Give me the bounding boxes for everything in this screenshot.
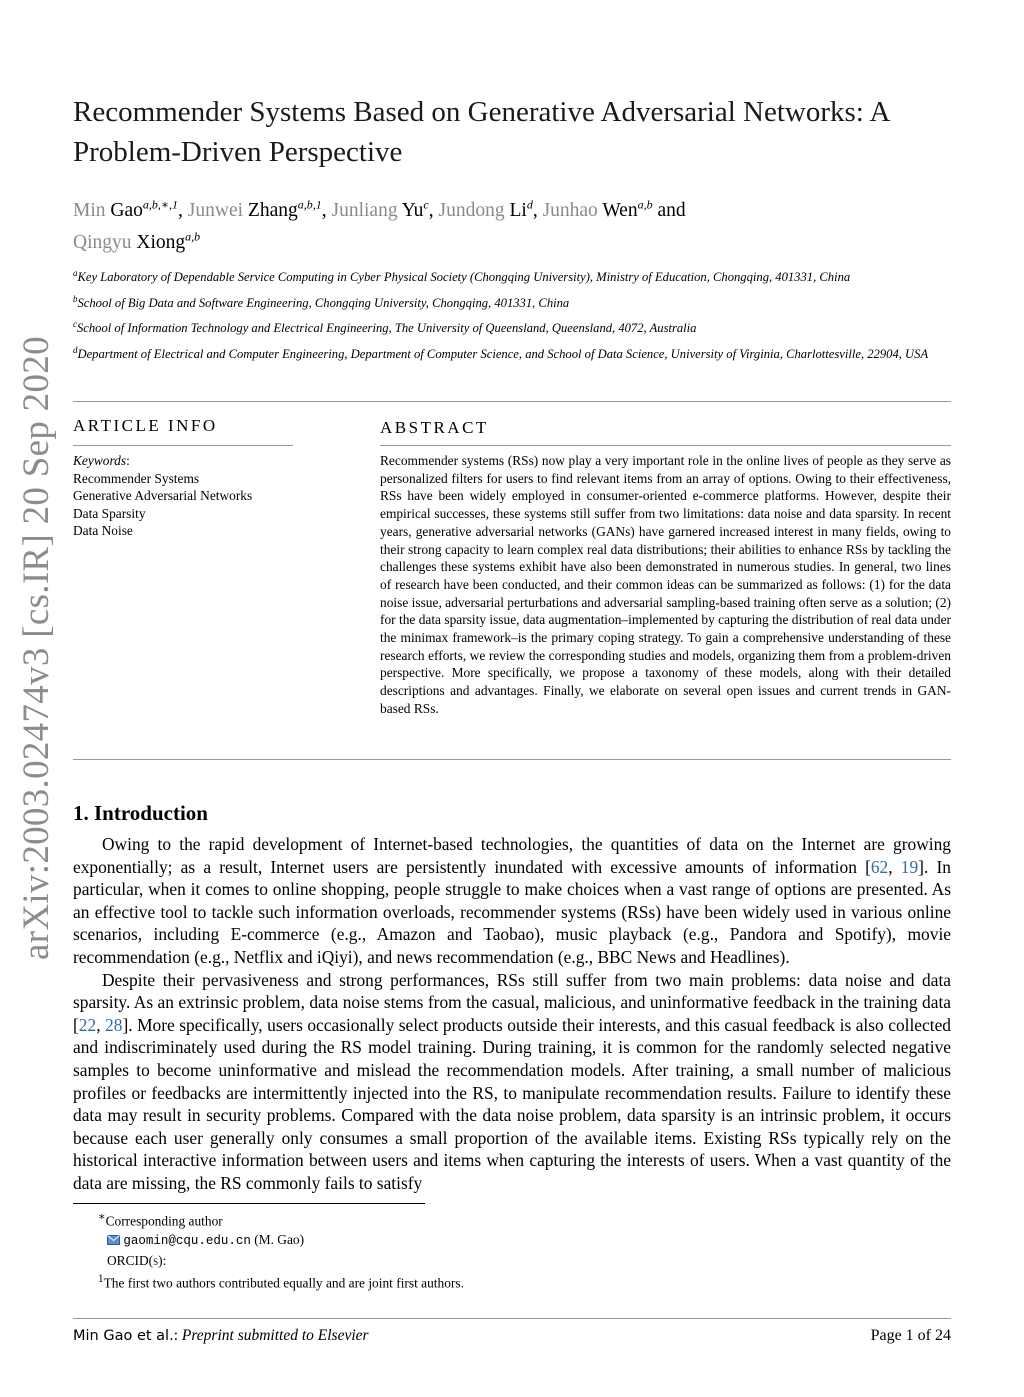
divider — [380, 445, 951, 446]
intro-body — [73, 833, 951, 1195]
divider — [73, 445, 293, 446]
affiliation: $^b$School of Big Data and Software Engineering, Chongqing University, Chongqing, 401331, China — [73, 293, 570, 310]
paper-title: Recommender Systems Based on Generative Adversarial Networks: A Problem-Driven Perspective — [73, 96, 889, 168]
author: Min Gao$^{a,b,∗,1}$, — [73, 197, 188, 221]
author: Jundong Li$^d$, — [438, 197, 543, 221]
email-icon — [107, 1234, 120, 1245]
abstract-heading: ABSTRACT — [380, 418, 489, 437]
paragraph: Despite their pervasiveness and strong performances, RSs still suffer from two main problems: data noise and data sparsity. As an extrinsic problem, data noise stems from the casual, malicious, and uninformative feedback in the training data [22, 28]. More specifically, users occasionally select products outside their interests, and this casual feedback is also collected and indiscriminately used during the RS model training. During training, it is common for the randomly selected negative samples to become uninformative and mislead the recommendation models. After training, a small number of malicious profiles or feedbacks are intermittently injected into the RS, to manipulate recommendation results. Failure to identify these data may result in security problems. Compared with the data noise problem, data sparsity is an intrinsic problem, it occurs because each user generally only consumes a small proportion of the available items. Existing RSs typically rely on the historical interactive information between users and items when capturing the interests of users. When a vast quantity of the data are missing, the RS commonly fails to satisfy — [73, 969, 951, 1193]
email-link[interactable]: gaomin@cqu.edu.cn — [123, 1234, 251, 1249]
section-heading: 1. Introduction — [73, 801, 208, 825]
affiliation: $^c$School of Information Technology and Electrical Engineering, The University of Queensland, Queensland, 4072, Australia — [73, 319, 697, 336]
footnote: gaomin@cqu.edu.cn (M. Gao) — [98, 1230, 898, 1251]
footnote: ORCID(s): — [107, 1253, 167, 1269]
footnote: ∗Corresponding author — [98, 1211, 223, 1229]
author: Junliang Yu$^c$, — [331, 197, 439, 221]
footnote-rule — [73, 1203, 425, 1204]
keyword: Generative Adversarial Networks — [73, 488, 253, 504]
citation-link[interactable]: 19 — [900, 856, 919, 877]
keyword: Data Sparsity — [73, 505, 146, 521]
keywords-label: Keywords — [73, 453, 127, 468]
divider — [73, 401, 951, 402]
article-info-heading: ARTICLE INFO — [73, 416, 218, 435]
author-list — [73, 191, 953, 256]
author: Junwei Zhang$^{a,b,1}$, — [187, 197, 332, 221]
divider — [73, 1318, 951, 1319]
affiliation: $^d$Department of Electrical and Computer Engineering, Department of Computer Science, and School of Data Science, University of Virginia, Charlottesville, 22904, USA — [73, 345, 929, 362]
divider — [73, 759, 951, 760]
affiliations — [73, 265, 951, 368]
abstract-text: Recommender systems (RSs) now play a very important role in the online lives of people as they serve as personalized filters for users to find relevant items from an array of options. Owing to their effectiveness, RSs have been widely employed in consumer-oriented e-commerce platforms. However, despite their empirical successes, these systems still suffer from two limitations: data noise and data sparsity. In recent years, generative adversarial networks (GANs) have garnered increased interest in many fields, owing to their strong capacity to learn complex real data distributions; their abilities to enhance RSs by tackling the challenges these systems exhibit have also been demonstrated in numerous studies. In general, two lines of research have been conducted, and their common ideas can be summarized as follows: (1) for the data noise issue, adversarial perturbations and adversarial sampling-based training often serve as a solution; (2) for the data sparsity issue, data augmentation–implemented by capturing the distribution of real data under the minimax framework–is the primary coping strategy. To gain a comprehensive understanding of these research efforts, we review the corresponding studies and models, organizing them from a problem-driven perspective. More specifically, we propose a taxonomy of these models, along with their detailed descriptions and advantages. Finally, we elaborate on several open issues and current trends in GAN-based RSs. — [380, 453, 951, 716]
citation-link[interactable]: 62 — [870, 856, 889, 877]
page-number: Page 1 of 24 — [870, 1327, 951, 1344]
keyword: Recommender Systems — [73, 470, 200, 486]
footnotes — [98, 1208, 898, 1293]
author: Junhao Wen$^{a,b}$ and — [542, 197, 686, 221]
keywords: Keywords: Recommender Systems Generative Adversarial Networks Data Sparsity Data Noise — [73, 452, 303, 540]
author: Qingyu Xiong$^{a,b}$ — [73, 229, 201, 253]
affiliation: $^a$Key Laboratory of Dependable Service Computing in Cyber Physical Society (Chongqing University), Ministry of Education, Chongqing, 401331, China — [73, 268, 851, 285]
keyword: Data Noise — [73, 523, 133, 539]
paragraph: Owing to the rapid development of Internet-based technologies, the quantities of data on the Internet are growing exponentially; as a result, Internet users are persistently inundated with excessive amounts of information [62, 19]. In particular, when it comes to online shopping, people struggle to make choices when a vast range of options are presented. As an effective tool to tackle such information overloads, recommender systems (RSs) have been widely used in various online scenarios, including E-commerce (e.g., Amazon and Taobao), music playback (e.g., Pandora and Spotify), movie recommendation (e.g., Netflix and iQiyi), and news recommendation (e.g., BBC News and Headlines). — [73, 834, 951, 967]
footnote: $^1$The first two authors contributed equally and are joint first authors. — [98, 1273, 464, 1291]
running-footer: Min Gao et al.: Preprint submitted to Elsevier — [73, 1327, 369, 1344]
citation-link[interactable]: 28 — [105, 1014, 123, 1035]
citation-link[interactable]: 22 — [78, 1014, 97, 1035]
arxiv-stamp: arXiv:2003.02474v3 [cs.IR] 20 Sep 2020 — [16, 336, 57, 960]
